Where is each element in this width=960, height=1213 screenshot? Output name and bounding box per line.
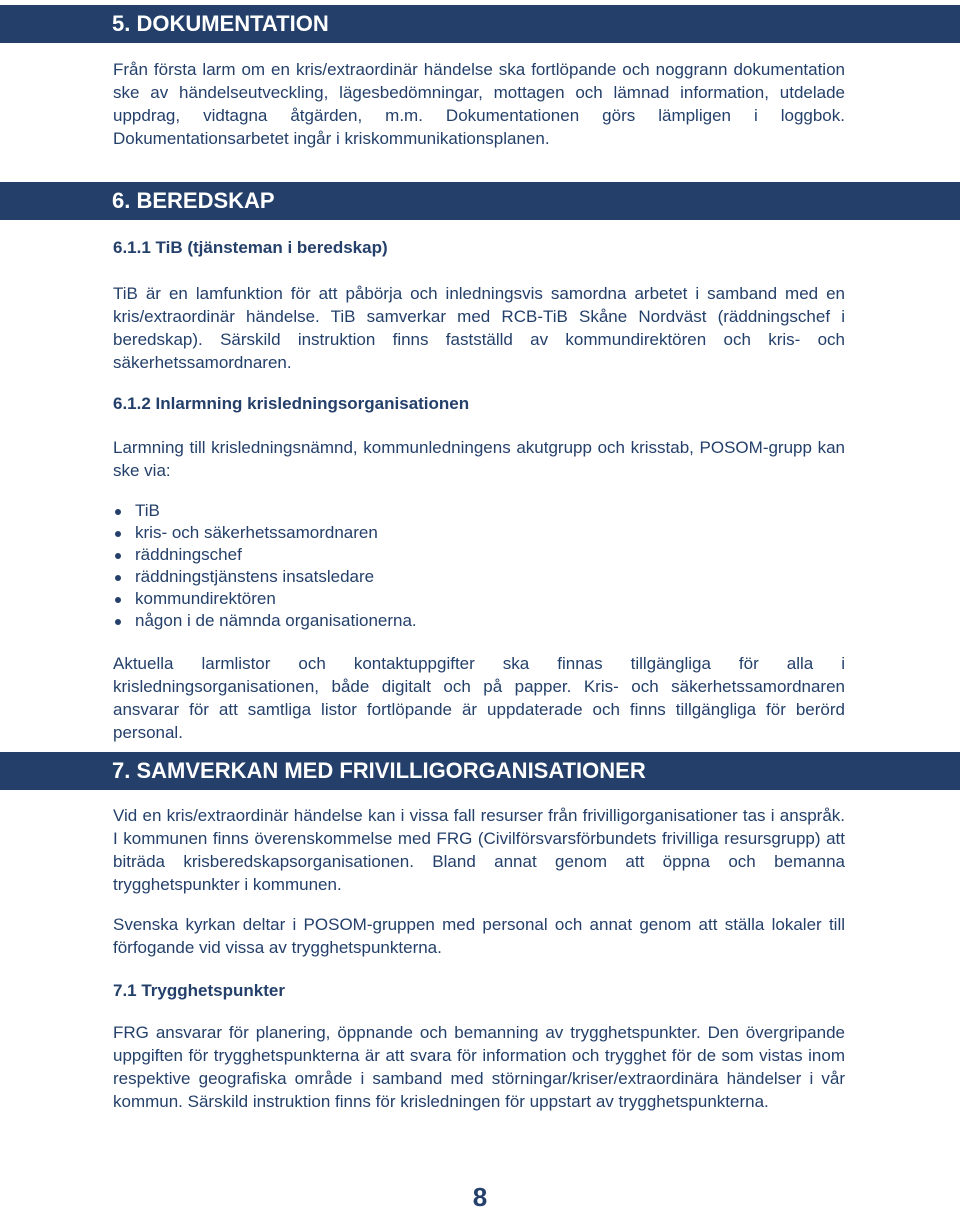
section-7-paragraph-1: Vid en kris/extraordinär händelse kan i vissa fall resurser från frivilligorganisationer tas i anspråk. I kommunen finns överenskommelse med FRG (Civilförsvarsförbundets frivilliga resursgrupp) att biträda krisberedskapsorganisationen. Bland annat genom att öppna och bemanna trygghetspunkter i kommunen. [113, 806, 845, 894]
bullet-icon [115, 619, 121, 625]
bullet-icon [115, 597, 121, 603]
section-5-heading: 5. DOKUMENTATION [112, 11, 329, 36]
section-6-heading: 6. BEREDSKAP [112, 188, 275, 213]
subsection-6-1-2-title: 6.1.2 Inlarmning krisledningsorganisationen [113, 394, 470, 413]
section-7-heading-band [0, 752, 960, 790]
subsection-6-1-1-title: 6.1.1 TiB (tjänsteman i beredskap) [113, 238, 388, 257]
list-item: någon i de nämnda organisationerna. [113, 610, 613, 632]
list-item: kommundirektören [113, 588, 613, 610]
list-item: TiB [113, 500, 613, 522]
section-5-heading-band [0, 5, 960, 43]
bullet-icon [115, 575, 121, 581]
list-item: räddningschef [113, 544, 613, 566]
alert-channel-list [113, 500, 613, 632]
list-item: räddningstjänstens insatsledare [113, 566, 613, 588]
subsection-7-1-title: 7.1 Trygghetspunkter [113, 981, 285, 1000]
subsection-6-1-2-paragraph: Aktuella larmlistor och kontaktuppgifter ska finnas tillgängliga för alla i krisledningsorganisationen, både digitalt och på papper. Kris- och säkerhetssamordnaren ansvarar för att samtliga listor fortlöpande är uppdaterade och finns tillgängliga för berörd personal. [113, 654, 845, 742]
section-7-paragraph-2: Svenska kyrkan deltar i POSOM-gruppen med personal och annat genom att ställa lokaler till förfogande vid vissa av trygghetspunkterna. [113, 915, 845, 957]
section-6-heading-band [0, 182, 960, 220]
section-5-paragraph: Från första larm om en kris/extraordinär händelse ska fortlöpande och noggrann dokumentation ske av händelseutveckling, lägesbedömningar, mottagen och lämnad information, utdelade uppdrag, vidtagna åtgärden, m.m. Dokumentationen görs lämpligen i loggbok. Dokumentationsarbetet ingår i kriskommunikationsplanen. [113, 60, 845, 148]
bullet-icon [115, 509, 121, 515]
section-7-heading: 7. SAMVERKAN MED FRIVILLIGORGANISATIONER [112, 758, 646, 783]
subsection-6-1-2-intro: Larmning till krisledningsnämnd, kommunledningens akutgrupp och krisstab, POSOM-grupp kan ske via: [113, 438, 845, 480]
list-item: kris- och säkerhetssamordnaren [113, 522, 613, 544]
bullet-icon [115, 531, 121, 537]
bullet-icon [115, 553, 121, 559]
subsection-6-1-1-paragraph: TiB är en lamfunktion för att påbörja och inledningsvis samordna arbetet i samband med en kris/extraordinär händelse. TiB samverkar med RCB-TiB Skåne Nordväst (räddningschef i beredskap). Särskild instruktion finns fastställd av kommundirektören och kris- och säkerhetssamordnaren. [113, 284, 845, 372]
page-number: 8 [472, 1182, 488, 1212]
subsection-7-1-paragraph: FRG ansvarar för planering, öppnande och bemanning av trygghetspunkter. Den övergripande uppgiften för trygghetspunkterna är att svara för information och trygghet för de som vistas inom respektive geografiska område i samband med störningar/kriser/extraordinära händelser i vår kommun. Särskild instruktion finns för krisledningen för uppstart av trygghetspunkterna. [113, 1023, 845, 1111]
